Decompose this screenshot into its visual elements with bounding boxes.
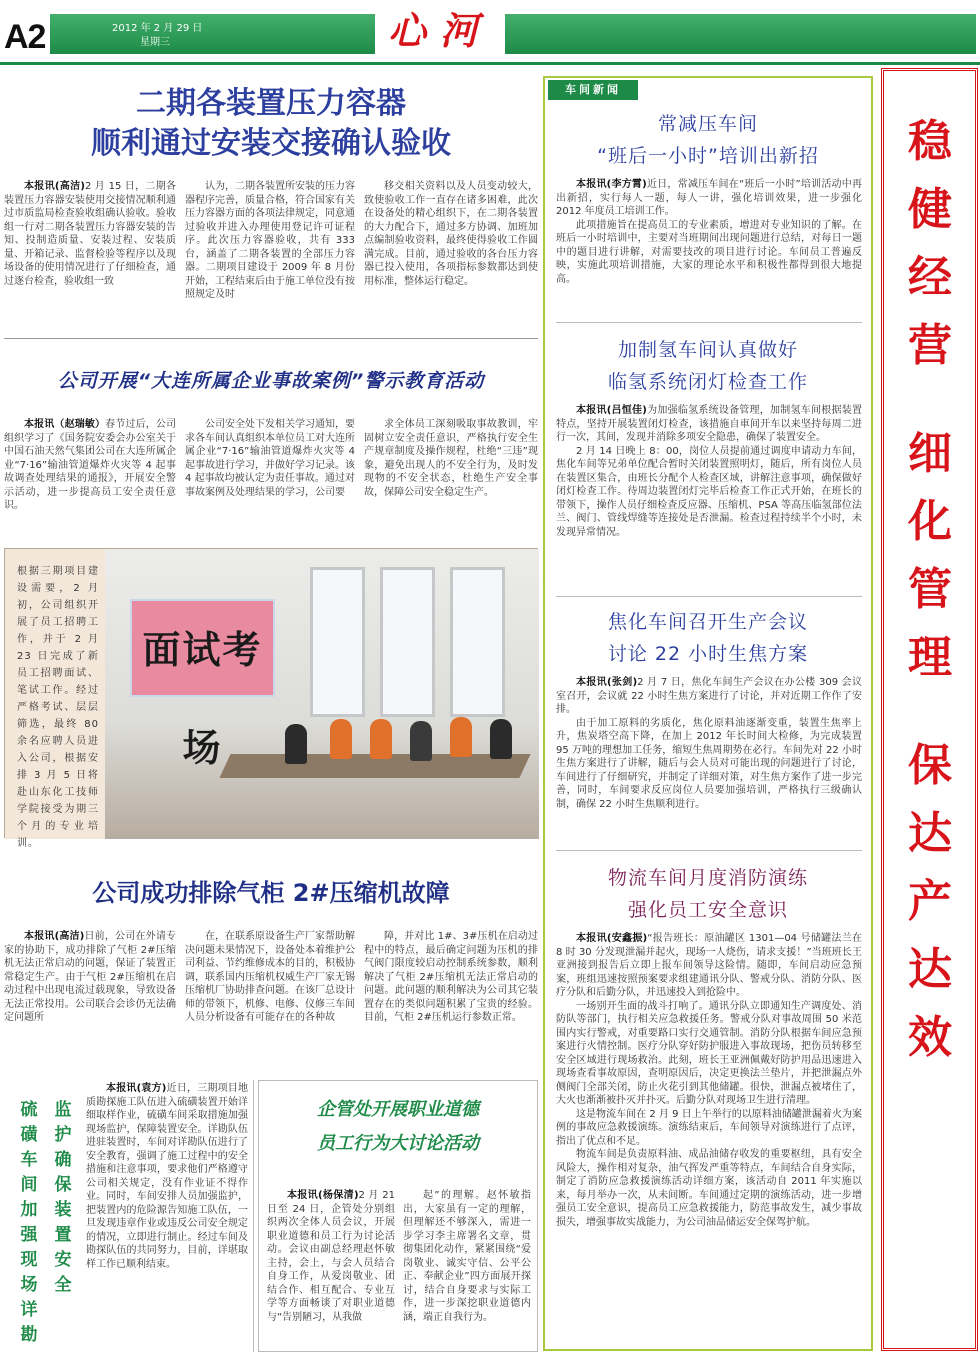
article4-body	[86, 1082, 248, 1348]
story2-p2: 2 月 14 日晚上 8：00，岗位人员提前通过调度申请动力车间，焦化车间等兄弟单位配合暂时关闭装置照明灯，随后，所有岗位人员在装置区集合，由班长分配个人检查区域，讲解注意事项，确保做好闭灯检查工作。待周边装置闭灯完毕后检查工作正式开始，在班长的带领下，操作人员仔细检查反应器、压缩机、PSA 等高压临氢部位法兰、阀门、管线焊缝等连接处是否泄漏。检查过程持续半个小时，未发现异常情况。	[556, 445, 862, 538]
slogan-char: 达	[908, 944, 952, 995]
article2-col2	[185, 418, 355, 540]
article4-title-a: 硫磺车间加强现场详勘	[20, 1100, 38, 1345]
slogan-char: 保	[908, 740, 952, 791]
window	[310, 567, 365, 717]
candidate-figure	[370, 719, 392, 759]
article3-byline: 本报讯(高洁)	[24, 931, 85, 942]
article5-col1	[267, 1189, 395, 1349]
slogan-char: 效	[908, 1012, 952, 1063]
story4-headline-line2: 强化员工安全意识	[627, 899, 788, 921]
article2-col3-text: 求全体员工深刻吸取事故教训，牢固树立安全责任意识，严格执行安全生产规章制度及操作规程，杜绝“三违”现象，避免出现人的不安全行为，及时发现物的不安全状态，杜绝生产安全事故，保障公司安全稳定生产。	[364, 419, 538, 498]
article1-col3	[364, 180, 538, 328]
slogan-char: 细	[908, 428, 952, 479]
exam-room-sign: 面试考场	[130, 599, 275, 697]
page-number: A2	[4, 18, 46, 56]
slogan-char: 营	[908, 320, 952, 371]
story3-p2: 由于加工原料的劣质化，焦化原料油逐渐变重，装置生焦率上升，焦炭塔空高下降，在加上 2012 年长时间大检修，为完成装置 95 万吨的理想加工任务，缩短生焦周期势在必行。车间先对 22 小时生焦方案进行了讲解，随后与会人员对可能出现的问题进行了讨论，车间进行了仔细研究，并制定了详细对策，对生焦方案作了进一步完善，同时，车间要求反应岗位人员要加强培训，严格执行三级确认制，确保 22 小时生焦顺利进行。	[556, 717, 862, 810]
article5-byline: 本报讯(杨保清)	[287, 1190, 359, 1201]
article1-col3-text: 移交相关资料以及人员变动较大，致使验收工作一直存在诸多困难，此次在设备处的精心组织下，在二期各装置的大力配合下，通过多方协调、加班加点编制验收资料，最终使得验收工作圆满完成。目前，通过验收的各台压力容器已投入使用，各项指标参数都达到使用标准，整体运行稳定。	[364, 181, 538, 287]
slogan-char: 达	[908, 808, 952, 859]
story4-p2: 一场别开生面的战斗打响了。通讯分队立即通知生产调度处、消防队等部门，执行相关应急救援任务。警戒分队对事故周围 50 米范围内实行警戒，对重要路口实行交通管制。消防分队根据车间应急预案进行火情控制。医疗分队穿好防护服进入事故现场，把伤员转移至安全区域进行现场救治。此刻，班长王亚洲佩戴好防护用品迅速进入现场查看事故原因，查明原因后，决定更换法兰垫片，并把泄漏点外侧阀门全部关闭，防止火花引到其他储罐。很快，泄漏点被堵住了，大火也渐渐被扑灭并扑灭。后勤分队对现场卫生进行清理。	[556, 1000, 862, 1106]
article1-col1-text: 2 月 15 日，二期各装置压力容器安装使用交接情况顺利通过市质监局检查验收组确认验收。验收组一行对二期各装置压力容器安装的告知、投制造质量、安装过程、安装质量、开箱记录、监督检验等程序以及现场设备的使用情况进行了仔细检查，通过逐台检查，验收组一致	[4, 181, 177, 287]
story4-body	[556, 932, 862, 1346]
story4-p3: 这是物流车间在 2 月 9 日上午举行的以原料油储罐泄漏着火为案例的事故应急救援演练。演练结束后，车间领导对演练进行了点评，指出了优点和不足。	[556, 1108, 862, 1147]
slogan-char: 健	[908, 184, 952, 235]
story2-byline: 本报讯(吕恒佳)	[576, 405, 647, 416]
photo-scene	[105, 549, 539, 839]
story3-headline-line2: 讨论 22 小时生焦方案	[607, 643, 809, 665]
story1-p1: 近日，常减压车间在“班后一小时”培训活动中再出新招，实行每人一题，每人一讲，强化培训效果，进一步强化 2012 年度员工培训工作。	[556, 179, 862, 217]
date-text: 2012 年 2 月 29 日	[112, 23, 203, 34]
article5-headline-line1: 企管处开展职业道德	[317, 1099, 479, 1120]
article3-col1	[4, 930, 176, 1070]
story1-headline-line2: “班后一小时”培训出新招	[597, 145, 819, 167]
article3-col1-text: 日前，公司在外请专家的协助下，成功排除了气柜 2#压缩机无法正常启动的问题，保证了装置正常稳定生产。由于气柜 2#压缩机在启动过程中出现电流过载现象，导致设备无法正常投用。公司联合会诊仍无法确定问题所	[4, 931, 177, 1023]
candidate-figure	[410, 721, 432, 761]
divider	[556, 322, 862, 323]
article5-col2	[403, 1189, 531, 1349]
slogan-char: 理	[908, 632, 952, 683]
story2-body	[556, 404, 862, 590]
story4-headline	[548, 862, 868, 926]
article1-col1	[4, 180, 176, 328]
candidate-figure	[490, 719, 512, 759]
story2-headline-line1: 加制氢车间认真做好	[617, 339, 798, 361]
article4-byline: 本报讯(袁方)	[106, 1083, 167, 1094]
slogan-char: 化	[908, 496, 952, 547]
candidate-figure	[450, 717, 472, 757]
paper-name-logo: 心河	[375, 6, 505, 56]
article2-col1	[4, 418, 176, 540]
article3-col3-text: 障，并对比 1#、3#压机在启动过程中的特点，最后确定问题为压机的排气阀门限度较启动控制系统参数，顺利解决了气柜 2#压缩机无法正常启动的问题。此问题的顺利解决为公司其它装置存在的类似问题积累了宝贵的经验。目前，气柜 2#压机运行参数正常。	[364, 931, 538, 1023]
article1-headline-line1: 二期各装置压力容器	[136, 86, 406, 121]
article5-col2-text: 起”的理解。赵怀敏指出，大家虽有一定的理解，但理解还不够深入，需进一步学习李主席署名文章，贯彻集团化动作，紧紧围绕“爱岗敬业、诚实守信、公平公正、奉献企业”四方面展开探讨，结合自身要求与实际工作，进一步深挖职业道德内涵，端正自我行为。	[403, 1190, 531, 1323]
workshop-news-tag: 车间新闻	[548, 80, 638, 100]
slogan-char: 管	[908, 564, 952, 615]
story4-p4: 物流车间是负责原料油、成品油储存收发的重要枢纽，具有安全风险大，操作相对复杂，油气挥发严重等特点，车间结合自身实际，制定了消防应急救援演练活动详细方案，该活动自 2011 年实施以来，每月举办一次，从未间断。车间通过定期的演练活动，进一步增强员工安全意识，提高员工应急救援能力，防范事故发生，减少事故损失，增强事故实战能力，为公司油品储运安全保驾护航。	[556, 1149, 862, 1228]
article5-col1-text: 2 月 21 日至 24 日，企管处分别组织两次全体人员会议，开展职业道德和员工行为讨论活动。会议由副总经理赵怀敏主持，会上，与会人员结合自身工作，从爱岗敬业、团结合作、相互配合、专业互学等方面畅谈了对职业道德与“告别陋习，从我做	[267, 1190, 395, 1323]
divider	[556, 596, 862, 597]
article1-col2-text: 认为，二期各装置所安装的压力容器程序完善，质量合格，符合国家有关压力容器方面的各项法律规定，同意通过验收并进入办理使用登记许可证程序。此次压力容器验收，共有 333 台，涵盖了二期各装置的全部压力容器。二期项目建设于 2009 年 8 月份开始，工程结束后由于施工单位没有按照规定及时	[185, 181, 355, 300]
story2-headline	[548, 334, 868, 398]
slogan-char: 产	[908, 876, 952, 927]
story3-headline	[548, 606, 868, 670]
article2-byline: 本报讯（赵瑞敏）	[24, 419, 106, 430]
article4-box	[4, 1080, 254, 1352]
article1-col2	[185, 180, 355, 328]
window	[380, 567, 435, 717]
story1-headline	[548, 108, 868, 172]
article3-col2	[185, 930, 355, 1070]
divider	[556, 850, 862, 851]
candidate-figure	[330, 719, 352, 759]
article2-headline: 公司开展“大连所属企业事故案例”警示教育活动	[57, 370, 485, 392]
article5-headline	[259, 1093, 537, 1161]
story1-p2: 此项措施旨在提高员工的专业素质，增进对专业知识的了解。在班后一小时培训中，主要对当班期间出现问题进行总结，对每日一题中的题目进行讲解，对需要技改的项目进行讨论。车间员工普遍反映，实施此项培训措施，大家的理论水平和积极性都得到很大地提高。	[556, 219, 862, 285]
article1-headline	[4, 84, 538, 164]
slogan	[905, 108, 955, 1072]
candidate-figure	[285, 724, 307, 764]
article5-headline-line2: 员工行为大讨论活动	[317, 1133, 479, 1154]
article2-col3	[364, 418, 538, 540]
photo-caption: 根据三期项目建设需要，2 月初，公司组织开展了员工招聘工作，并于 2 月 23 日完成了新员工招聘面试、笔试工作。经过严格考试、层层筛选，最终 80 余名应聘人员进入公司，根据安排 3 月 5 日将赴山东化工技师学院接受为期三个月的专业培训。	[5, 549, 105, 839]
story4-headline-line1: 物流车间月度消防演练	[607, 867, 808, 889]
slogan-char: 经	[908, 252, 952, 303]
story1-byline: 本报讯(李方霄)	[576, 179, 647, 190]
issue-date	[112, 22, 202, 50]
story3-p1: 2 月 7 日，焦化车间生产会议在办公楼 309 会议室召开，会议就 22 小时生焦方案进行了讨论，并对近期工作作了安排。	[556, 677, 862, 715]
story3-byline: 本报讯(张剑)	[576, 677, 638, 688]
article3-col2-text: 在，在联系原设备生产厂家帮助解决问题未果情况下，设备处本着维护公司利益、节约维修成本的目的，积极协调，联系国内压缩机权威生产厂家无锡压缩机厂协助排查问题。在该厂总设计师的带领下，机修、电修、仪修三车间人员分析设备有可能存在的各种故	[185, 931, 355, 1023]
article3-headline: 公司成功排除气柜 2#压缩机故障	[92, 879, 450, 907]
article4-body-text: 近日，三期项目地质勘探施工队伍进入硫磺装置开始详细取样作业，硫磺车间采取措施加强现场监护，保障装置安全。详勘队伍进驻装置时，车间对详勘队伍进行了安全教育，强调了施工过程中的安全措施和注意事项，要求他们严格遵守公司相关规定，没有作业证不得作业。同时，车间安排人员加强监护，把装置内的危险源告知施工队伍，一旦发现违章作业或违反公司安全规定的情况，立即进行制止。经过车间及勘探队伍的共同努力，目前，详堪取样工作已顺利结束。	[86, 1083, 249, 1270]
article2-col1-text: 春节过后，公司组织学习了《国务院安委会办公室关于中国石油天然气集团公司在大连所属企业“7·16”输油管道爆炸火灾等 4 起事故调查处理结果的通报》，开展安全警示活动，进一步提高员工安全责任意识。	[4, 419, 177, 511]
story3-headline-line1: 焦化车间召开生产会议	[607, 611, 808, 633]
story2-headline-line2: 临氢系统闭灯检查工作	[607, 371, 808, 393]
weekday-text: 星期三	[140, 37, 170, 48]
article5-box	[258, 1080, 538, 1352]
story1-body	[556, 178, 862, 314]
divider	[4, 338, 538, 339]
story4-p1: “报告班长：原油罐区 1301—04 号储罐法兰在 8 时 30 分发现泄漏并起火，现场一人烧伤，请求支援！”当班班长王亚洲接到报告后立即上报车间领导这险情。随即，车间启动应急预案，班组迅速按照预案要求组建通讯分队、警戒分队、消防分队、医疗分队和后勤分队，并迅速投入到抢险中。	[556, 933, 863, 998]
story3-body	[556, 676, 862, 844]
story1-headline-line1: 常减压车间	[657, 113, 758, 135]
slogan-char: 稳	[908, 116, 952, 167]
article1-headline-line2: 顺利通过安装交接确认验收	[91, 126, 451, 161]
article4-title-b: 监护确保装置安全	[54, 1100, 72, 1295]
article2-col2-text: 公司安全处下发相关学习通知，要求各车间认真组织本单位员工对大连所属企业“7·16”输油管道爆炸火灾等 4 起事故进行学习，并做好学习记录。该 4 起事故均被认定为责任事故。通过对事故案例及处理结果的学习，公司要	[185, 419, 355, 498]
story4-byline: 本报讯(安鑫振)	[576, 933, 648, 944]
article3-col3	[364, 930, 538, 1070]
masthead-rule	[0, 62, 980, 65]
interview-photo	[4, 548, 538, 849]
article1-byline: 本报讯(高洁)	[24, 181, 85, 192]
window	[450, 567, 505, 717]
story2-p1: 为加强临氢系统设备管理，加制氢车间根据装置特点，坚持开展装置闭灯检查，该措施自車间开车以来坚持每周二进行一次，其间，发现并消除多项安全隐患，确保了装置安全。	[556, 405, 863, 443]
